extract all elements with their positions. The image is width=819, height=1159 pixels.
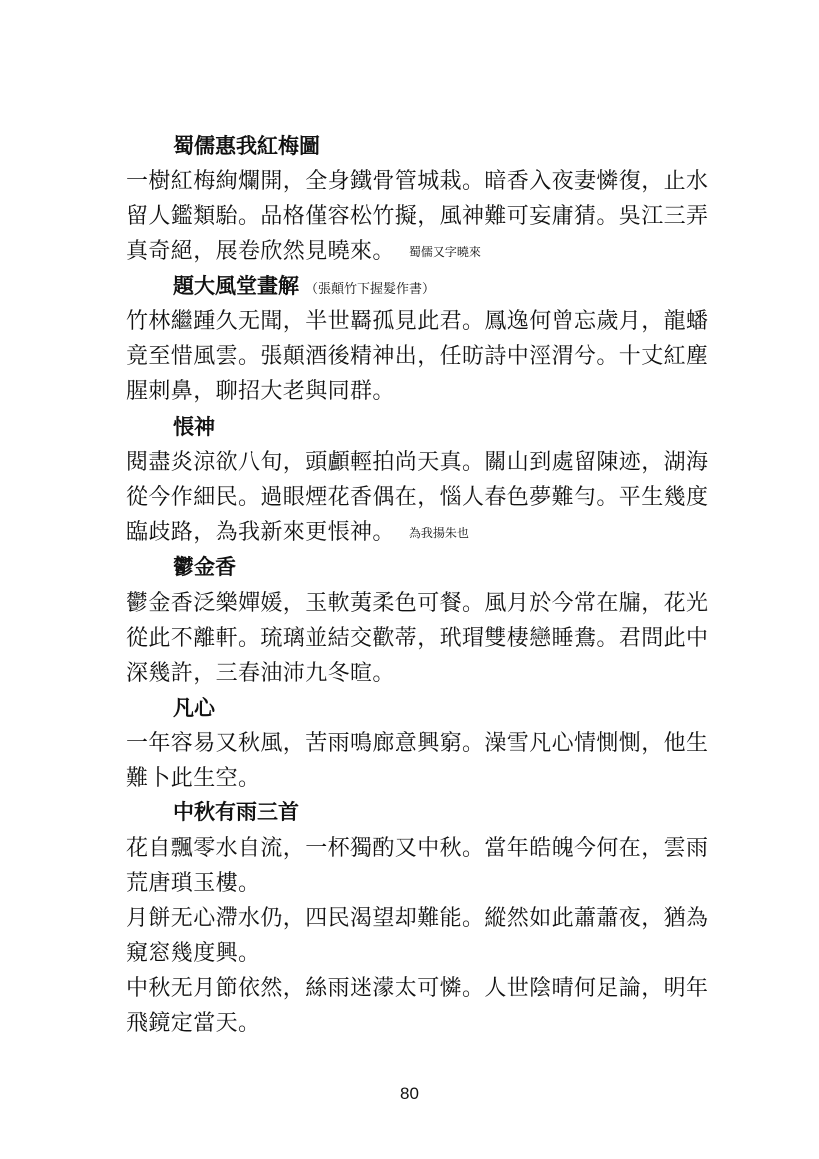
poem-line-last [126, 515, 726, 551]
poem-title-text: 中秋有雨三首 [173, 800, 299, 824]
poem-line: 一年容易又秋風，苦雨鳴廊意興窮。澡雪凡心情惻惻，他生 [126, 731, 709, 756]
poem-line: 閱盡炎涼欲八旬，頭顱輕拍尚天真。關山到處留陳迹，湖海 [126, 450, 709, 475]
poem-title [173, 414, 215, 440]
poem-title [173, 554, 236, 580]
poem-line: 月餅无心滯水仍，四民渴望却難能。縱然如此蕭蕭夜，猶為 [126, 906, 709, 931]
poem-line-last [126, 234, 726, 270]
poem-title [173, 799, 299, 825]
poem-line: 竟至惜風雲。張顛酒後精神出，任昉詩中涇渭兮。十丈紅塵 [126, 344, 709, 369]
poem-line: 難卜此生空。 [126, 766, 261, 791]
poem-title-text: 悵神 [173, 415, 215, 439]
poem-line: 中秋无月節依然，絲雨迷濛太可憐。人世陰晴何足論，明年 [126, 976, 709, 1001]
poem-line: 留人鑑類駘。品格僅容松竹擬，風神難可妄庸猜。吳江三弄 [126, 204, 709, 229]
poem-line: 腥刺鼻，聊招大老與同群。 [126, 379, 395, 404]
poem-title [173, 273, 435, 303]
poem-subtitle: （張顛竹下握髮作書） [305, 282, 436, 297]
poem-line: 從此不離軒。琉璃並結交歡蒂，玳瑁雙棲戀睡鴦。君問此中 [126, 626, 709, 651]
poem-line: 荒唐瑣玉樓。 [126, 871, 261, 896]
poem-title-text: 凡心 [173, 696, 215, 720]
poem-title [173, 695, 215, 721]
poem-body [126, 726, 726, 796]
poem-line: 飛鏡定當天。 [126, 1011, 261, 1036]
poem-body [126, 164, 726, 270]
poem-line-text: 臨歧路，為我新來更悵神。 [126, 520, 395, 545]
poem-title [173, 133, 320, 159]
poem-line: 從今作細民。過眼煙花香偶在，惱人春色夢難勻。平生幾度 [126, 485, 709, 510]
page-number: 80 [400, 1084, 419, 1103]
poem-title-text: 題大風堂畫解 [173, 274, 299, 298]
poem-line-text: 真奇絕，展卷欣然見曉來。 [126, 239, 395, 264]
poem-title-text: 鬱金香 [173, 555, 236, 579]
poem-title-text: 蜀儒惠我紅梅圖 [173, 134, 320, 158]
poem-line: 窺窓幾度興。 [126, 941, 261, 966]
poem-line: 花自飄零水自流，一杯獨酌又中秋。當年皓魄今何在，雲雨 [126, 836, 709, 861]
poem-body [126, 304, 726, 409]
poem-body [126, 445, 726, 551]
poem-body [126, 831, 726, 1041]
poem-body [126, 586, 726, 691]
poem-line: 竹林繼踵久无聞，半世羇孤見此君。鳳逸何曾忘歲月，龍蟠 [126, 309, 709, 334]
poem-note: 蜀儒又字曉來 [408, 245, 481, 259]
poem-line: 一樹紅梅絢爛開，全身鐵骨管城栽。暗香入夜妻憐復，止水 [126, 169, 709, 194]
poem-line: 鬱金香泛樂嬋媛，玉軟荑柔色可餐。風月於今常在牖，花光 [126, 591, 709, 616]
poem-note: 為我揚朱也 [408, 526, 469, 540]
poem-line: 深幾許，三春油沛九冬暄。 [126, 661, 395, 686]
